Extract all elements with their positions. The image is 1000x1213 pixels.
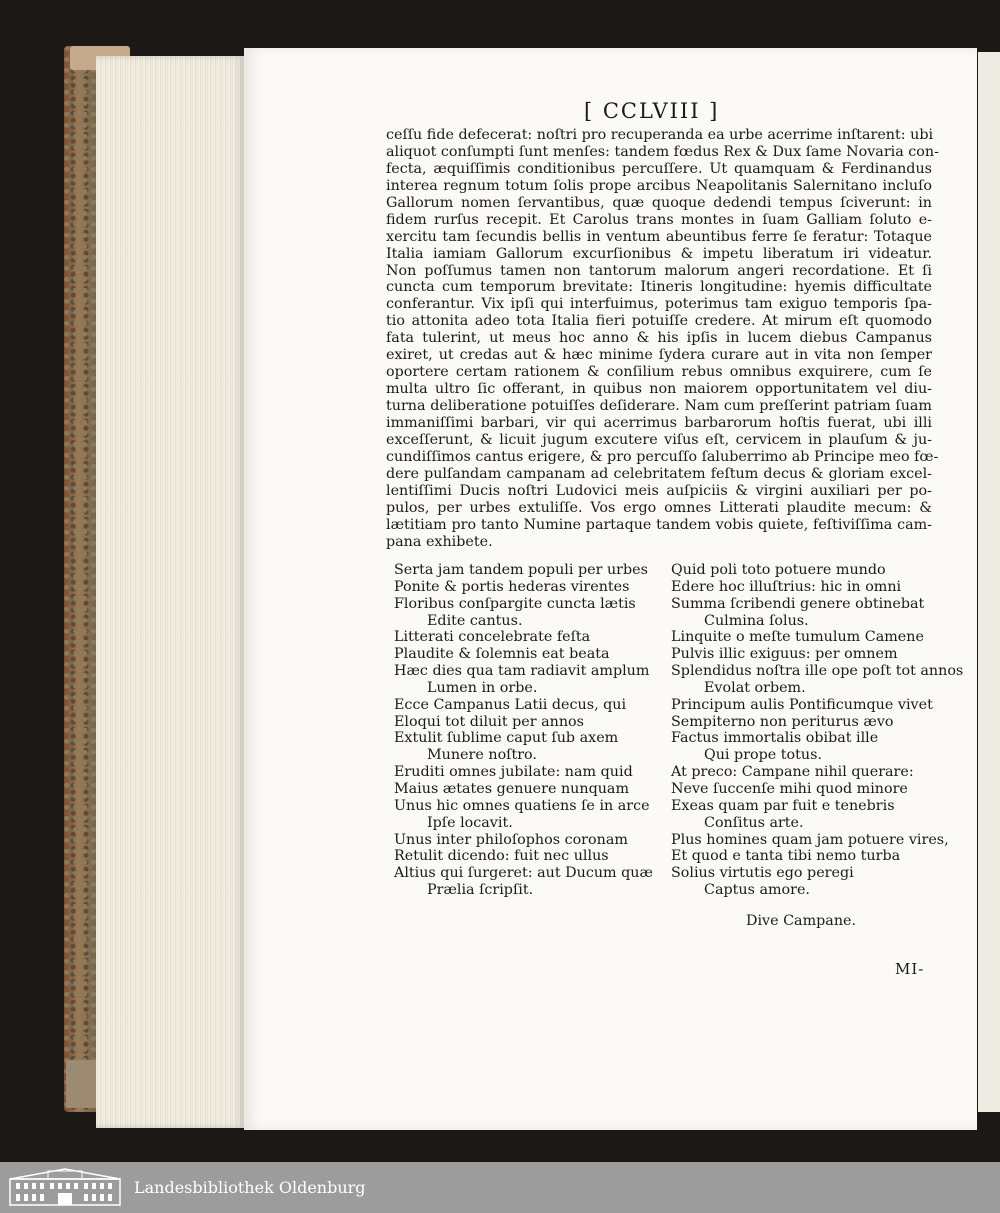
poem-line: Prælia ſcripſit. [427,882,534,899]
prose-line: immaniſſimi barbari, vir qui acerrimus barbarorum hoſtis fuerat, ubi illi [386,414,932,431]
poem-line: Litterati concelebrate feſta [394,629,591,646]
prose-line: lentiſſimi Ducis noſtri Ludovici meis auſpiciis & virgini auxiliari per po- [386,482,932,499]
poem-line: Et quod e tanta tibi nemo turba [671,848,901,865]
poem-line: Conſitus arte. [704,814,804,831]
poem-line: Eruditi omnes jubilate: nam quid [394,764,633,781]
poem-line: Splendidus noſtra ille ope poſt tot annos [671,663,964,680]
poem-line: At preco: Campane nihil querare: [671,764,914,781]
prose-line: multa ultro ſic offerant, in quibus non maiorem opportunitatem vel diu- [386,381,932,398]
poem-line: Lumen in orbe. [427,679,538,696]
catchword: MI- [895,960,925,978]
poem-line: Captus amore. [704,882,810,899]
poem-line: Summa ſcribendi genere obtinebat [671,595,925,612]
poem-line: Linquite o meſte tumulum Camene [671,629,924,646]
prose-line: Italia iamiam Gallorum excurſionibus & impetu liberatum iri videatur. [386,245,932,262]
prose-paragraph [386,127,939,550]
poem-line: Culmina ſolus. [704,612,809,629]
page-edges [96,56,246,1128]
poem-line: Altius qui ſurgeret: aut Ducum quæ [394,865,653,882]
poem-line: Munere noſtro. [427,747,537,764]
poem-line: Ecce Campanus Latii decus, qui [394,696,627,713]
poem-line: Solius virtutis ego peregi [671,865,854,882]
poem-line: Unus hic omnes quatiens ſe in arce [394,797,650,814]
library-building-icon [8,1167,122,1207]
facing-page-edge [978,52,1000,1112]
poem-line: Neve ſuccenſe mihi quod minore [671,780,908,797]
prose-line: lætitiam pro tanto Numine partaque tandem vobis quiete, feſtiviſſima cam- [386,516,932,533]
prose-line: oportere certam rationem & conſilium rebus omnibus exquirere, cum ſe [386,364,932,381]
prose-line: aliquot conſumpti ſunt menſes: tandem fœdus Rex & Dux ſame Novaria con- [386,143,939,160]
prose-line: Non poſſumus tamen non tantorum malorum angeri recordatione. Et ſi [386,262,932,279]
prose-line: exceſſerunt, & licuit jugum excutere viſus eſt, cervicem in plauſum & ju- [386,431,932,448]
poem-line: Eloqui tot diluit per annos [394,713,584,730]
poem-line: Hæc dies qua tam radiavit amplum [394,663,650,680]
poem-line: Sempiterno non periturus ævo [671,713,894,730]
poem-line: Qui prope totus. [704,747,822,764]
poem-line: Factus immortalis obibat ille [671,730,879,747]
poem-line: Principum aulis Pontificumque vivet [671,696,933,713]
library-footer-bar [0,1162,1000,1213]
prose-line: pulos, per urbes extuliſſe. Vos ergo omnes Litterati plaudite mecum: & [386,499,932,516]
prose-line: fecta, æquiſſimis conditionibus percuſſere. Ut quamquam & Ferdinandus [386,160,932,177]
poem-closing-line: Dive Campane. [746,913,857,929]
prose-line: Gallorum nomen ſervantibus, quæ quoque dedendi tempus ſciverunt: in [386,194,932,211]
prose-line: cundiſſimos cantus erigere, & pro percuſſo ſaluberrimo ab Principe meo fœ- [386,448,939,465]
library-name: Landesbibliothek Oldenburg [134,1178,366,1197]
prose-line: xercitu tam ſecundis bellis in ventum abeuntibus ferre ſe feratur: Totaque [386,228,932,245]
page-number-header: [ CCLVIII ] [584,99,720,123]
poem-line: Evolat orbem. [704,679,806,696]
poem-line: Retulit dicendo: fuit nec ullus [394,848,609,865]
prose-line: pana exhibete. [386,533,493,550]
prose-line: tio attonita adeo tota Italia fieri potuiſſe credere. At mirum eſt quomodo [386,313,932,330]
poem-line: Edite cantus. [427,612,523,629]
poem-line: Quid poli toto potuere mundo [671,562,886,578]
poem-line: Plus homines quam jam potuere vires, [671,831,949,848]
poem-line: Ponite & portis hederas virentes [394,578,630,595]
poem-line: Unus inter philoſophos coronam [394,831,628,848]
prose-line: exiret, ut credas aut & hæc minime ſydera curare aut in vita non ſemper [386,347,932,364]
prose-line: fidem rurſus recepit. Et Carolus trans montes in ſuam Galliam ſoluto e- [386,211,932,228]
poem-line: Edere hoc illuſtrius: hic in omni [671,578,902,595]
prose-line: fata tulerint, ut meus hoc anno & his ipſis in lucem diebus Campanus [386,330,932,347]
poem-line: Serta jam tandem populi per urbes [394,562,648,578]
poem-column-right [671,562,963,899]
poem-line: Floribus conſpargite cuncta lætis [394,595,636,612]
prose-line: ceſſu fide defecerat: noſtri pro recuperanda ea urbe acerrime inſtarent: ubi [386,127,934,143]
poem-line: Extulit ſublime caput ſub axem [394,730,619,747]
prose-line: conferantur. Vix ipſi qui interfuimus, poterimus tam exiguo temporis ſpa- [386,296,932,313]
poem-column-left [394,562,653,899]
poem-line: Ipſe locavit. [427,814,513,831]
book-cover-spine [64,46,100,1112]
poem-line: Plaudite & ſolemnis eat beata [394,646,610,663]
prose-line: turna deliberatione potuiſſes deſiderare. Nam cum preſſerint patriam ſuam [386,398,932,414]
prose-line: cuncta cum temporum brevitate: Itineris longitudine: hyemis difficultate [386,279,932,296]
prose-line: interea regnum totum ſolis prope arcibus Neapolitanis Salernitano incluſo [386,177,932,194]
poem-line: Pulvis illic exiguus: per omnem [671,646,898,663]
poem-line: Exeas quam par fuit e tenebris [671,797,895,814]
prose-line: dere pulſandam campanam ad celebritatem feſtum decus & gloriam excel- [386,465,932,482]
poem-line: Maius ætates genuere nunquam [394,780,630,797]
